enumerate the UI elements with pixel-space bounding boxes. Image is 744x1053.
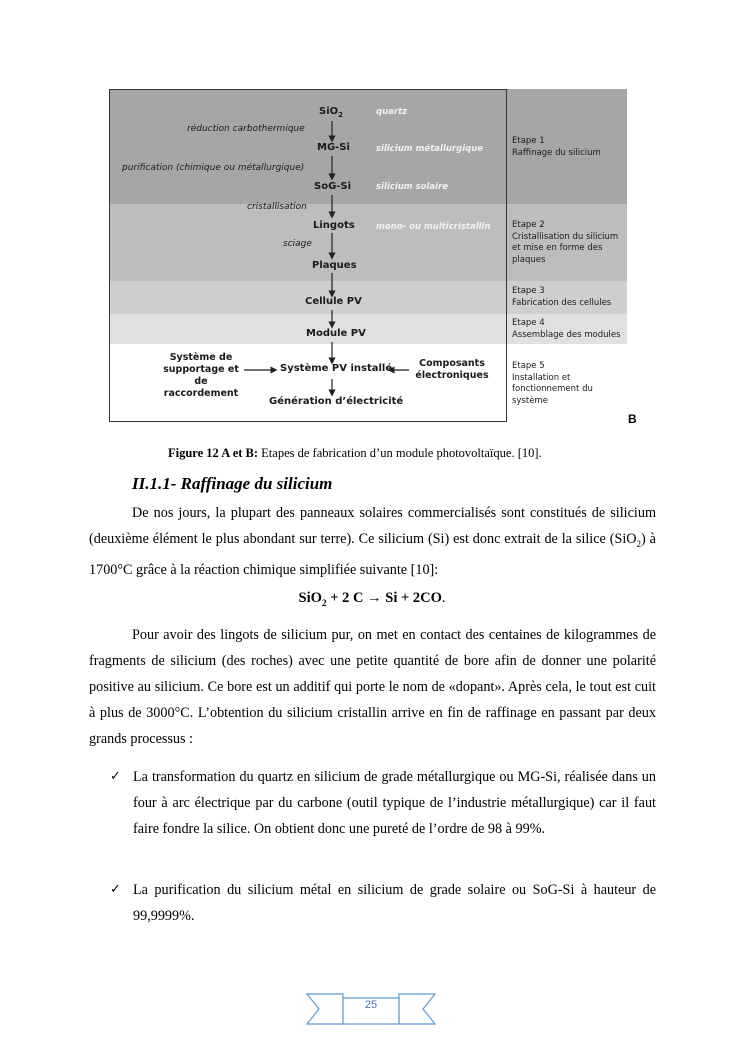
stage-label-1: Etape 1 Raffinage du silicium bbox=[512, 136, 601, 158]
node-sio2: SiO$_2$ bbox=[319, 106, 344, 119]
node-lingots: Lingots bbox=[313, 220, 355, 231]
process-sciage: sciage bbox=[283, 239, 312, 249]
section-title: II.1.1- Raffinage du silicium bbox=[132, 474, 333, 493]
node-module-pv: Module PV bbox=[306, 328, 366, 339]
node-cellule-pv: Cellule PV bbox=[305, 296, 362, 307]
paragraph-intro: De nos jours, la plupart des panneaux solaires commercialisés sont constitués de silicium (deuxième élément le plus abondant sur terre). Ce silicium (Si) est donc extrait de la silice (SiO$_2$) à 1700°C grâce à la réaction chimique simplifiée suivante [10]: bbox=[89, 505, 656, 578]
bullet-list bbox=[110, 877, 656, 929]
stage-label-3: Etape 3 Fabrication des cellules bbox=[512, 286, 612, 308]
material-quartz: quartz bbox=[376, 107, 408, 117]
process-reduction: réduction carbothermique bbox=[187, 124, 305, 134]
list-item: ✓ La purification du silicium métal en silicium de grade solaire ou SoG-Si à hauteur de 99,9999%. bbox=[110, 877, 656, 929]
figure-caption: Figure 12 A et B: Etapes de fabrication d’un module photovoltaïque. [10]. bbox=[168, 446, 542, 460]
list-item: ✓ La transformation du quartz en silicium de grade métallurgique ou MG-Si, réalisée dans un four à arc électrique par du carbone (outil typique de l’industrie métallurgique) car il faut faire fondre la silice. On obtient donc une pureté de l’ordre de 98 à 99%. bbox=[110, 764, 656, 842]
stage-label-5: Etape 5 Installation et fonctionnement du système bbox=[512, 361, 593, 406]
node-plaques: Plaques bbox=[312, 260, 357, 271]
checkmark-icon: ✓ bbox=[110, 882, 121, 897]
process-cristallisation: cristallisation bbox=[247, 202, 307, 212]
node-generation: Génération d’électricité bbox=[269, 396, 404, 407]
page-footer bbox=[305, 990, 437, 1028]
material-solaire: silicium solaire bbox=[376, 182, 449, 192]
node-sogsi: SoG-Si bbox=[314, 181, 352, 192]
bullet-list bbox=[110, 764, 656, 842]
page-number: 25 bbox=[364, 999, 378, 1011]
stage-label-4: Etape 4 Assemblage des modules bbox=[512, 318, 621, 340]
chemical-equation: SiO$_2$ + 2 C → Si + 2CO. bbox=[298, 590, 446, 609]
paragraph-lingots: Pour avoir des lingots de silicium pur, on met en contact des centaines de kilogrammes de fragments de silicium (des roches) avec une petite quantité de bore afin de donner une polarité positive au silicium. Ce bore est un additif qui porte le nom de «dopant». Après cela, le tout est cuit à plus de 3000°C. L’obtention du silicium cristallin arrive en fin de raffinage en passant par deux grands processus : bbox=[89, 627, 656, 747]
figure-letter: B bbox=[628, 412, 637, 426]
node-systeme-installe: Système PV installé bbox=[280, 363, 393, 374]
stage-label-2: Etape 2 Cristallisation du silicium et mise en forme des plaques bbox=[512, 220, 619, 265]
material-metallurgique: silicium métallurgique bbox=[376, 144, 484, 154]
input-supportage: Système de supportage et de raccordement bbox=[163, 352, 239, 399]
process-purification: purification (chimique ou métallurgique) bbox=[122, 163, 305, 173]
process-diagram bbox=[109, 89, 629, 422]
node-mgsi: MG-Si bbox=[317, 142, 350, 153]
input-composants: Composants électroniques bbox=[415, 358, 489, 381]
material-cristallin: mono- ou multicristallin bbox=[376, 222, 491, 232]
checkmark-icon: ✓ bbox=[110, 769, 121, 784]
